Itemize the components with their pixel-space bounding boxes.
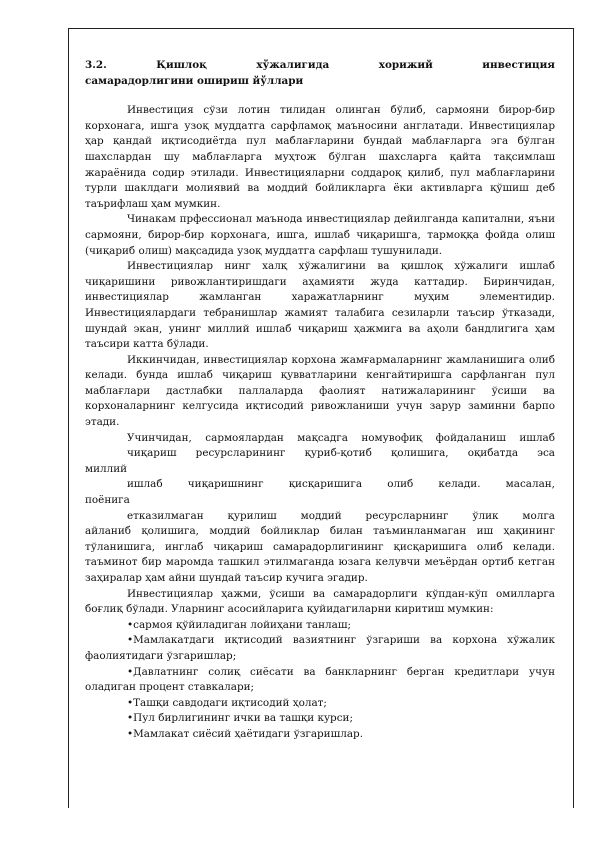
- bullet-item: •сармоя қўйиладиган лойиҳани танлаш;: [127, 618, 351, 631]
- bullet-item: •Давлатнинг солиқ сиёсати ва банкларнинг берган кредитлари учун оладиган процент ставкалари;: [85, 665, 555, 694]
- document-body: [85, 58, 555, 743]
- bullet-item: •Пул бирлигининг ички ва ташқи курси;: [127, 712, 353, 725]
- bullet-item: •Мамлакат сиёсий ҳаётидаги ўзгаришлар.: [127, 727, 363, 740]
- paragraph-6: Инвестициялар ҳажми, ўсиши ва самарадорлиги кўпдан-кўп омилларга боғлиқ бўлади. Уларнинг асосийларига қуйидагиларни киритиш мумкин:: [85, 587, 555, 616]
- paragraph-5-line3: миллий: [85, 462, 128, 475]
- section-heading-line1: 3.2. Қишлоқ хўжалигида хорижий инвестиция: [85, 59, 555, 71]
- paragraph-2: Чинакам прфессионал маънода инвестициялар дейилганда капитални, яъни сармояни, бирор-бир корхонага, ишга, ишлаб чиқаришга, тармоққа фойда олиш (чиқариб олиш) мақсадида узоқ муддатга сарфлаш тушунилади.: [85, 213, 555, 257]
- paragraph-5-rest: айланиб қолишига, моддий бойликлар билан таъминланмаган иш ҳақининг тўланишига, инглаб чиқариш самарадорлигининг қисқаришига олиб келади. таъминот бир маромда ташкил этилмаганда юзага келувчи меъёрдан ортиб кетган заҳиралар ҳам айни шундай таъсир кучига эгадир.: [85, 525, 555, 584]
- paragraph-1: Инвестиция сўзи лотин тилидан олинган бўлиб, сармояни бирор-бир корхонага, ишга узоқ муддатга сарфламоқ маъносини англатади. Инвестициялар ҳар қандай иқтисодиётда пул маблағларини бундай маблағларга эга бўлган шахслардан шу маблағларга муҳтож бўлган шахсларга қайта тақсимлаш жараёнида содир этилади. Инвестицияларни соддароқ қилиб, пул маблағларини турли шаклдаги молиявий ва моддий бойликларга ёки активларга қўшиш деб таърифлаш ҳам мумкин.: [85, 104, 555, 210]
- paragraph-3: Инвестициялар нинг халқ хўжалигини ва қишлоқ хўжалиги ишлаб чиқаришини ривожлантиришдаги аҳамияти жуда каттадир. Биринчидан, инвестициялар жамланган харажатларнинг муҳим элементидир. Инвестициялардаги тебранишлар жамият талабига сезиларли таъсир ўтказади, шундай экан, унинг миллий ишлаб чиқариш ҳажмига ва аҳоли бандлигига ҳам таъсири катта бўлади.: [85, 260, 555, 351]
- paragraph-5-line1: Учинчидан, сармоялардан мақсадга номувофиқ фойдаланиш ишлаб: [127, 431, 555, 444]
- bullet-item: •Ташқи савдодаги иқтисодий ҳолат;: [127, 696, 327, 709]
- paragraph-5-line2: чиқариш ресурсларининг қуриб-қотиб қолишига, оқибатда эса: [127, 447, 555, 460]
- paragraph-5-line5: поёнига: [85, 494, 130, 507]
- bullet-item: •Мамлакатдаги иқтисодий вазиятнинг ўзгариши ва корхона хўжалик фаолиятидаги ўзгаришлар;: [85, 634, 555, 662]
- paragraph-4: Иккинчидан, инвестициялар корхона жамғармаларнинг жамланишига олиб келади. бунда ишлаб чиқариш қувватларини кенгайтиришга сарфланган пул маблағлари дастлабки паллаларда фаолият натижаларининг ўсиши ва корхоналарнинг келгусида иқтисодий ривожланиши учун зарур заминни барпо этади.: [85, 353, 555, 429]
- paragraph-5-line6: етказилмаган қурилиш моддий ресурсларнинг ўлик молга: [127, 509, 555, 522]
- section-heading-line2: самарадорлигини ошириш йўллари: [85, 74, 304, 87]
- paragraph-5-line4: ишлаб чиқаришнинг қисқаришига олиб келади. масалан,: [127, 478, 555, 491]
